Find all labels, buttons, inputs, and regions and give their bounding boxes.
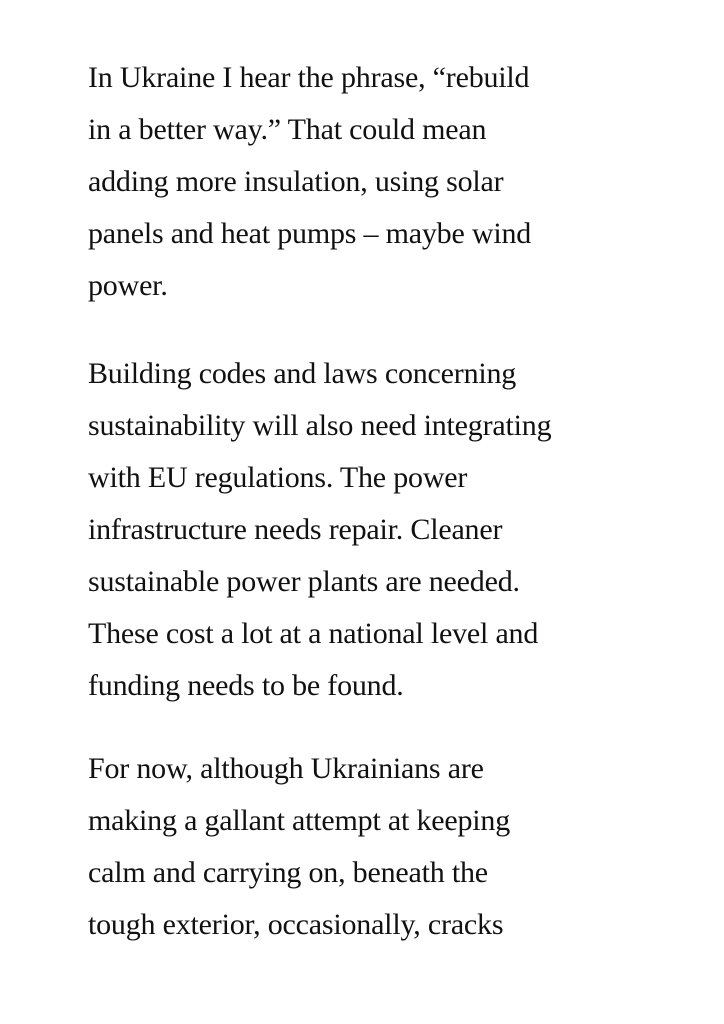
text-line: in a better way.” That could mean [88,113,487,146]
text-line: panels and heat pumps – maybe wind [88,217,532,250]
text-line: Building codes and laws concerning [88,357,517,390]
paragraph-rebuild [88,52,708,312]
text-line: adding more insulation, using solar [88,165,504,198]
text-line: sustainability will also need integrating [88,409,552,442]
paragraph-for-now [88,743,708,951]
text-line: sustainable power plants are needed. [88,565,520,598]
text-line: with EU regulations. The power [88,461,468,494]
text-line: power. [88,269,168,302]
article-body [88,52,708,951]
text-line: infrastructure needs repair. Cleaner [88,513,503,546]
text-line: These cost a lot at a national level and [88,617,539,650]
text-line: In Ukraine I hear the phrase, “rebuild [88,61,530,94]
text-line: tough exterior, occasionally, cracks [88,908,504,941]
text-line: funding needs to be found. [88,669,404,702]
text-line: For now, although Ukrainians are [88,752,484,785]
text-line: calm and carrying on, beneath the [88,856,488,889]
text-line: making a gallant attempt at keeping [88,804,511,837]
paragraph-building-codes [88,348,708,712]
